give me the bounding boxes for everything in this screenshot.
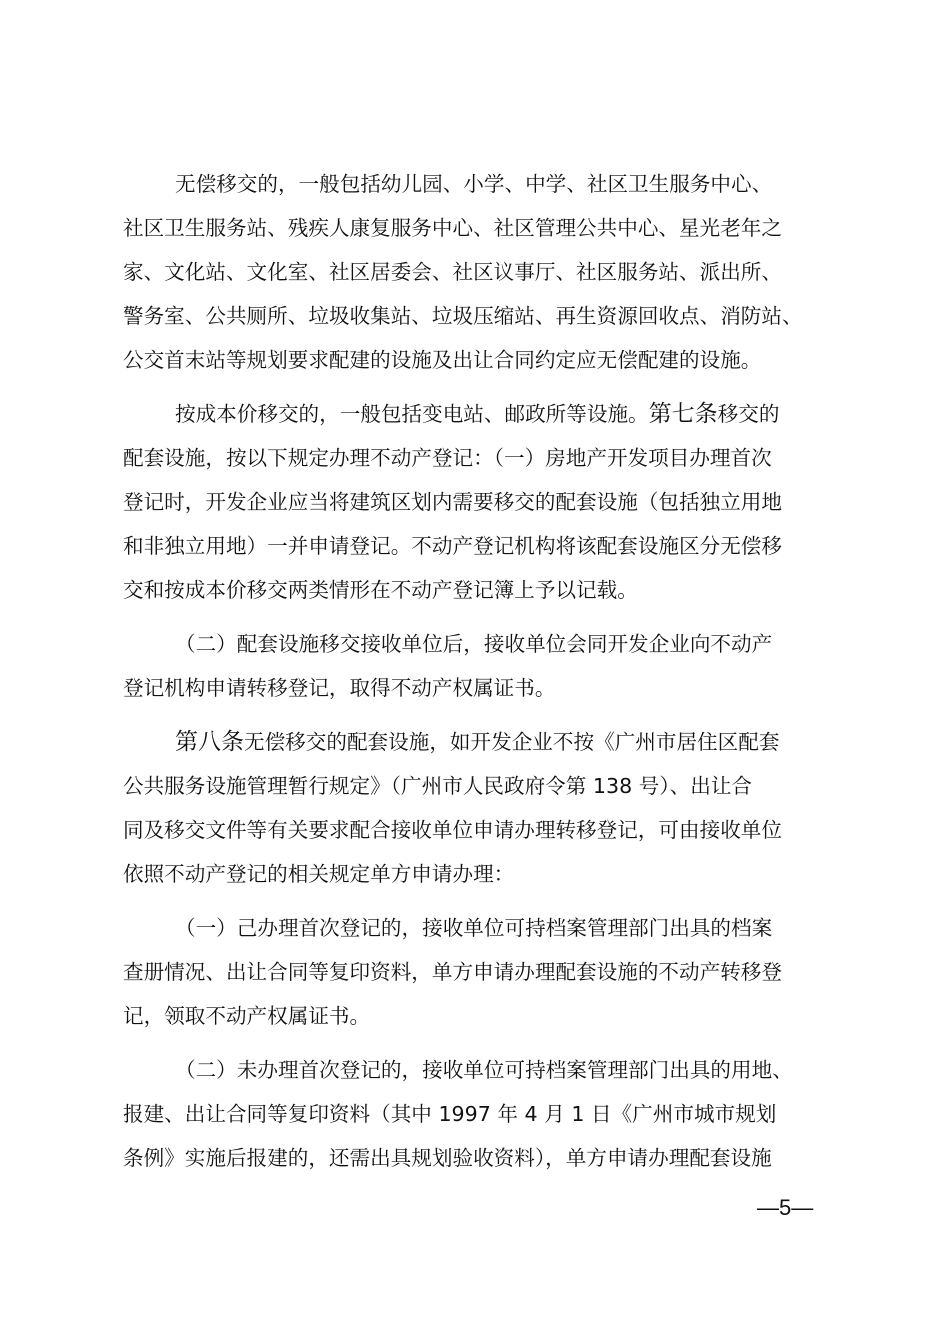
text-line: 同及移交文件等有关要求配合接收单位申请办理转移登记，可由接收单位 [123, 818, 782, 842]
text-run: 无偿移交的配套设施，如开发企业不按《广州市居住区配套 [244, 730, 780, 754]
text-line: 家、文化站、文化室、社区居委会、社区议事厅、社区服务站、派出所、 [123, 260, 782, 284]
text-line: 公共服务设施管理暂行规定》（广州市人民政府令第 138 号）、出让合 [123, 774, 753, 798]
text-line [123, 392, 838, 436]
text-line: 报建、出让合同等复印资料（其中 1997 年 4 月 1 日《广州市城市规划 [123, 1102, 777, 1126]
page-number: —5— [757, 1195, 814, 1220]
text-line: （一）己办理首次登记的，接收单位可持档案管理部门出具的档案 [175, 916, 773, 940]
text-line: 登记时，开发企业应当将建筑区划内需要移交的配套设施（包括独立用地 [123, 490, 782, 514]
text-line: 查册情况、出让合同等复印资料，单方申请办理配套设施的不动产转移登 [123, 960, 782, 984]
text-line: 交和按成本价移交两类情形在不动产登记簿上予以记载。 [123, 578, 638, 602]
text-line: 依照不动产登记的相关规定单方申请办理： [123, 862, 515, 886]
body-text [123, 162, 838, 1180]
text-line [123, 720, 838, 764]
text-line: 登记机构申请转移登记，取得不动产权属证书。 [123, 676, 556, 700]
text-line: （二）未办理首次登记的，接收单位可持档案管理部门出具的用地、 [175, 1058, 793, 1082]
text-line: 社区卫生服务站、残疾人康复服务中心、社区管理公共中心、星光老年之 [123, 216, 782, 240]
text-line: 和非独立用地）一并申请登记。不动产登记机构将该配套设施区分无偿移 [123, 534, 782, 558]
text-line: 警务室、公共厕所、垃圾收集站、垃圾压缩站、再生资源回收点、消防站、 [123, 304, 803, 328]
article-heading: 第七条 [648, 401, 718, 427]
text-run: 按成本价移交的，一般包括变电站、邮政所等设施。 [175, 402, 649, 426]
article-heading: 第八条 [175, 729, 244, 755]
text-line: 配套设施，按以下规定办理不动产登记：（一）房地产开发项目办理首次 [123, 446, 772, 470]
text-run: 移交的 [717, 402, 780, 426]
text-line: 条例》实施后报建的，还需出具规划验收资料），单方申请办理配套设施 [123, 1146, 772, 1170]
text-line: 记，领取不动产权属证书。 [123, 1004, 371, 1028]
text-line: 公交首末站等规划要求配建的设施及出让合同约定应无偿配建的设施。 [123, 348, 762, 372]
text-line: 无偿移交的，一般包括幼儿园、小学、中学、社区卫生服务中心、 [175, 172, 773, 196]
text-line: （二）配套设施移交接收单位后，接收单位会同开发企业向不动产 [175, 632, 773, 656]
